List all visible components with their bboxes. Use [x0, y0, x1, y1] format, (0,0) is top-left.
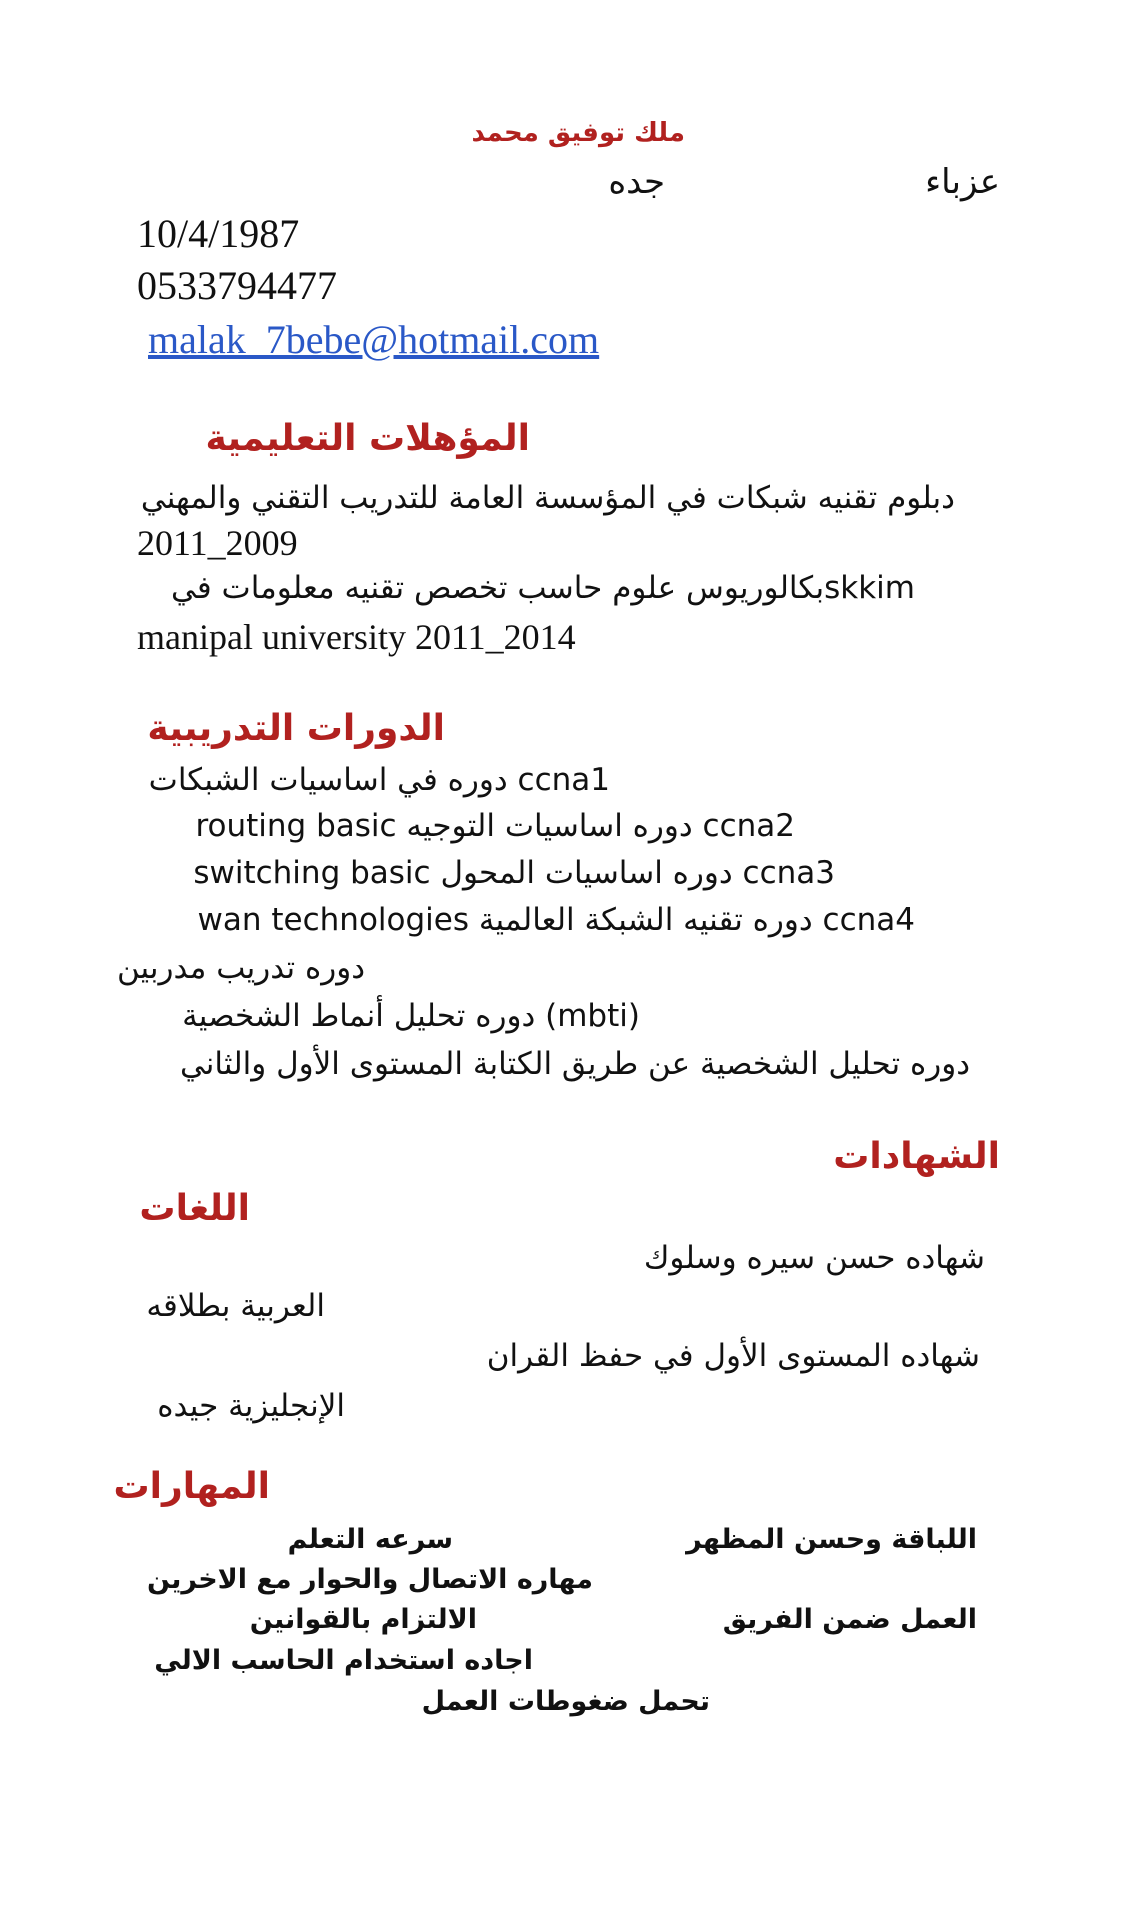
skill-item: العمل ضمن الفريق: [722, 1604, 977, 1635]
phone-number: 0533794477: [137, 263, 337, 308]
education-university: manipal university 2011_2014: [137, 617, 576, 657]
certificate-item: شهاده المستوى الأول في حفظ القران: [486, 1338, 980, 1374]
skill-item: اللباقة وحسن المظهر: [686, 1524, 977, 1555]
skill-item: تحمل ضغوطات العمل: [421, 1686, 710, 1717]
education-diploma-years: 2011_2009: [137, 523, 298, 563]
languages-heading: اللغات: [139, 1188, 250, 1229]
email-link[interactable]: malak_7bebe@hotmail.com: [148, 317, 600, 362]
course-item: (mbti) دوره تحليل أنماط الشخصية: [182, 998, 640, 1034]
candidate-name: ملك توفيق محمد: [471, 118, 685, 148]
education-bachelor: skkimبكالوريوس علوم حاسب تخصص تقنيه معلومات في: [171, 570, 915, 606]
certificate-item: شهاده حسن سيره وسلوك: [643, 1240, 985, 1276]
birth-date: 10/4/1987: [137, 211, 300, 256]
course-item: ccna4 دوره تقنيه الشبكة العالمية wan technologies: [197, 902, 915, 938]
language-item: الإنجليزية جيده: [157, 1388, 345, 1424]
skill-item: سرعه التعلم: [287, 1524, 453, 1555]
course-item: ccna1 دوره في اساسيات الشبكات: [148, 762, 610, 798]
course-item: دوره تحليل الشخصية عن طريق الكتابة المستوى الأول والثاني: [179, 1046, 970, 1082]
marital-status: عزباء: [925, 162, 1000, 202]
language-item: العربية بطلاقه: [146, 1288, 325, 1324]
course-item: دوره تدريب مدربين: [116, 950, 365, 986]
course-item: ccna2 دوره اساسيات التوجيه routing basic: [195, 808, 795, 844]
skill-item: مهاره الاتصال والحوار مع الاخرين: [146, 1564, 593, 1595]
certificates-heading: الشهادات: [833, 1136, 1000, 1177]
city: جده: [608, 162, 665, 202]
skill-item: اجاده استخدام الحاسب الالي: [154, 1645, 533, 1676]
courses-heading: الدورات التدريبية: [147, 708, 445, 749]
course-item: ccna3 دوره اساسيات المحول switching basic: [193, 855, 835, 891]
education-diploma: دبلوم تقنيه شبكات في المؤسسة العامة للتدريب التقني والمهني: [140, 480, 955, 516]
skill-item: الالتزام بالقوانين: [249, 1604, 477, 1635]
skills-heading: المهارات: [113, 1466, 270, 1507]
education-heading: المؤهلات التعليمية: [205, 418, 530, 459]
